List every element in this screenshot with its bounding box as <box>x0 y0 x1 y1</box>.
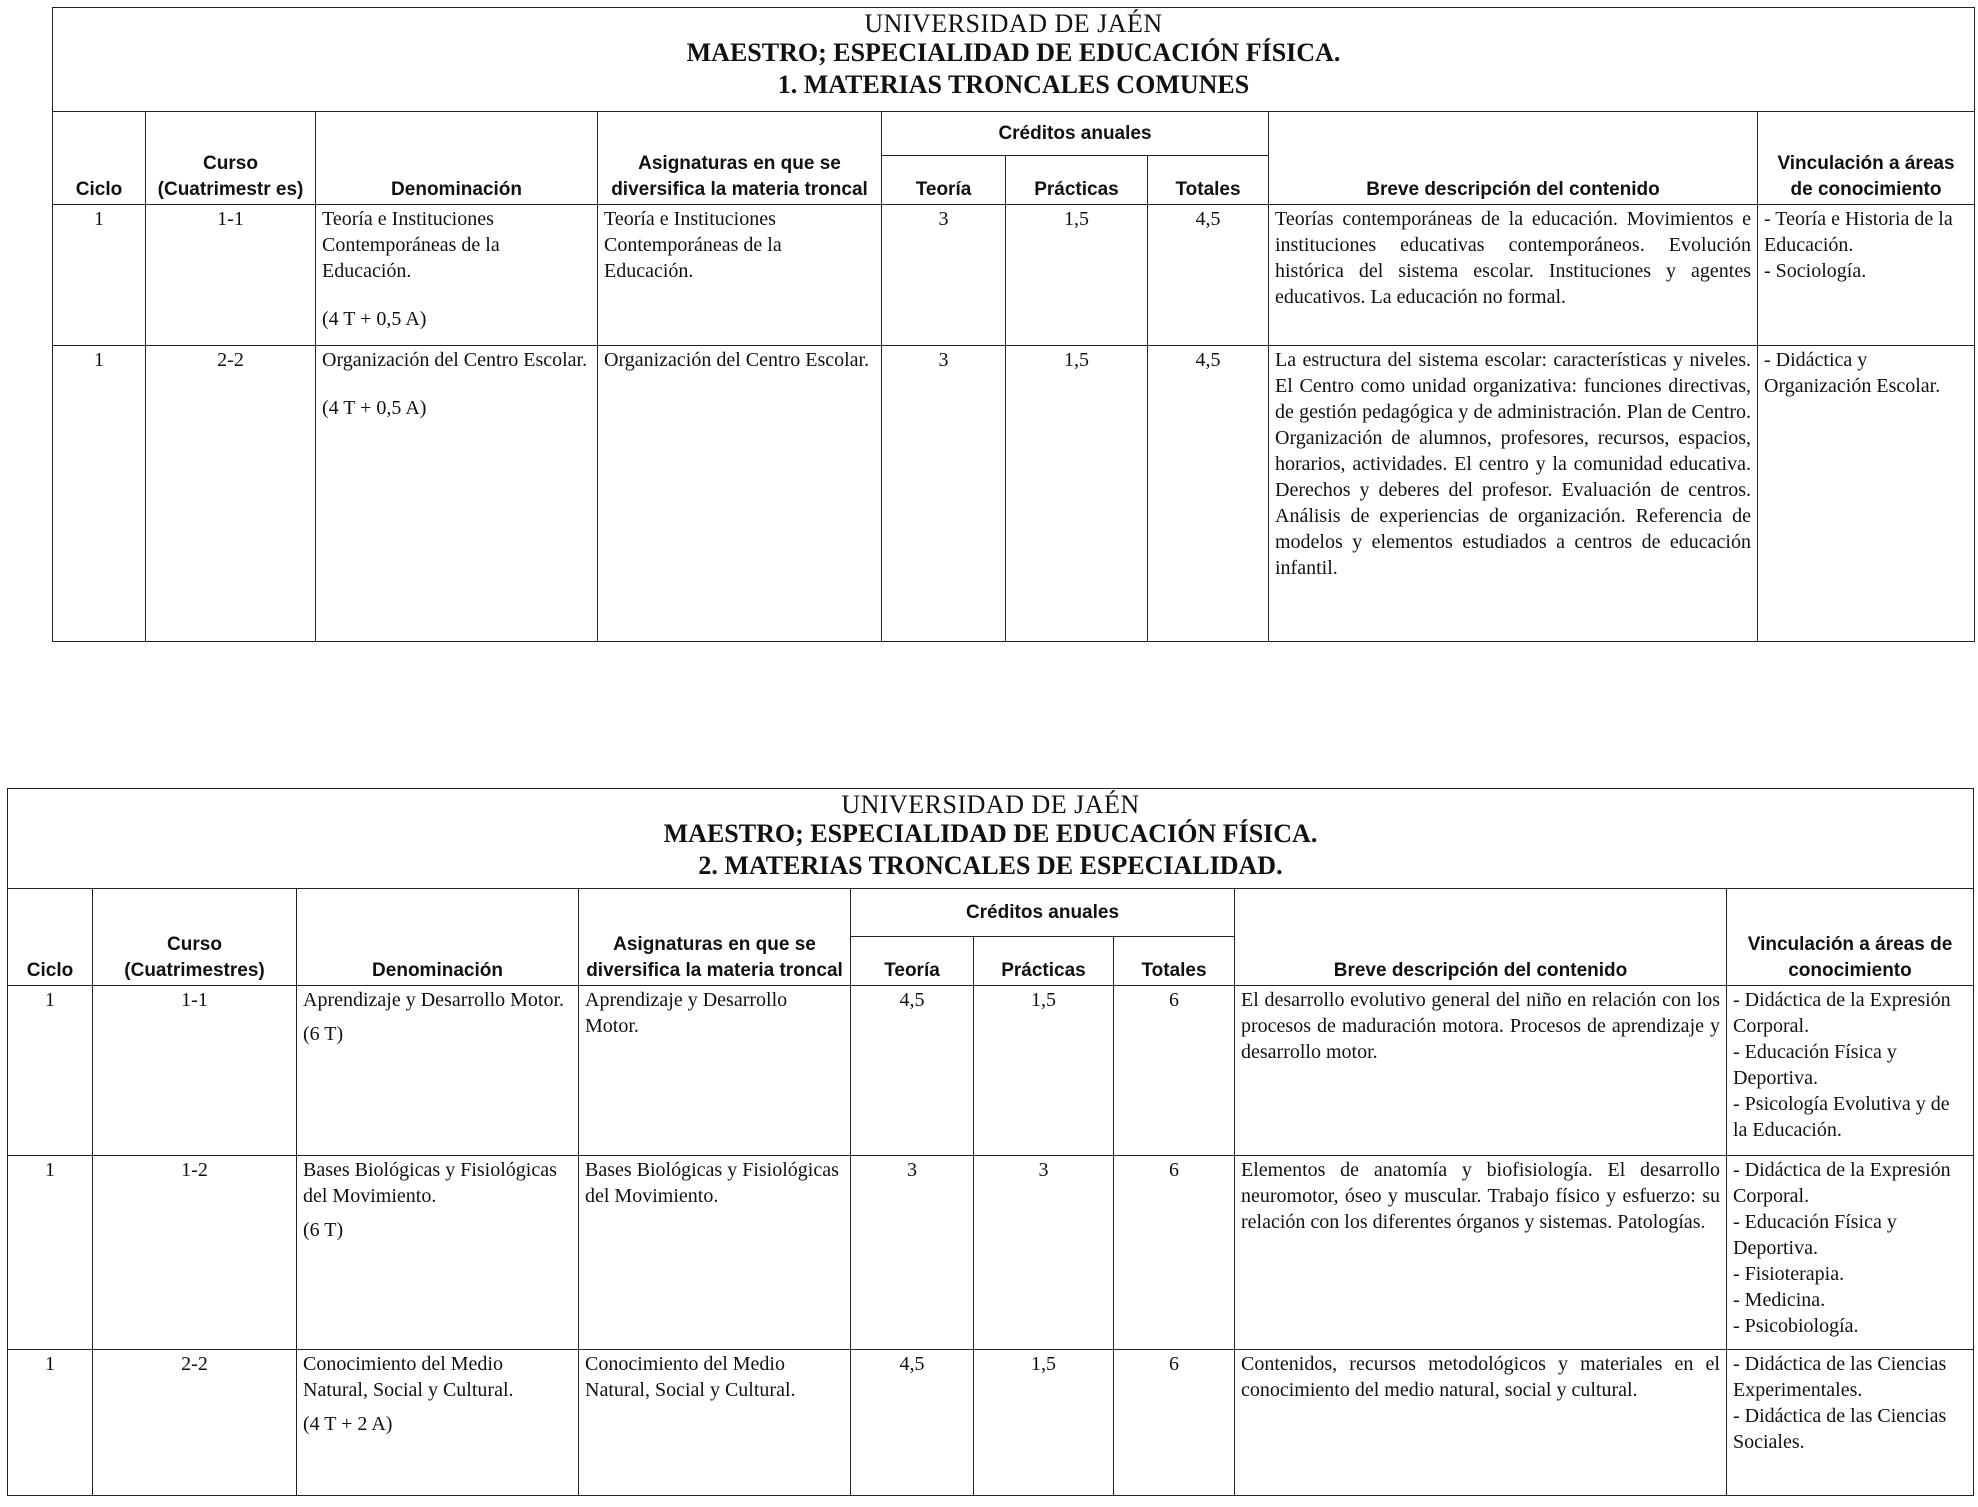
cell-totales: 4,5 <box>1148 205 1269 346</box>
cell-areas <box>1727 1156 1974 1350</box>
table-title-block <box>53 8 1975 112</box>
area-item: - Educación Física y Deportiva. <box>1733 1211 1897 1259</box>
area-item: - Educación Física y Deportiva. <box>1733 1041 1897 1089</box>
denominacion-text: Conocimiento del Medio Natural, Social y Cultural. <box>303 1353 514 1401</box>
section-title: 1. MATERIAS TRONCALES COMUNES <box>777 70 1250 99</box>
col-header-denominacion: Denominación <box>297 889 579 986</box>
area-item: - Didáctica y Organización Escolar. <box>1764 349 1941 397</box>
degree-title: MAESTRO; ESPECIALIDAD DE EDUCACIÓN FÍSICA. <box>663 819 1318 848</box>
denominacion-text: Bases Biológicas y Fisiológicas del Movimiento. <box>303 1159 557 1207</box>
cell-ciclo: 1 <box>8 1156 93 1350</box>
cell-teoria: 4,5 <box>851 986 974 1156</box>
col-header-totales: Totales <box>1148 156 1269 205</box>
area-item: - Didáctica de las Ciencias Sociales. <box>1733 1405 1947 1453</box>
table-row <box>8 1156 1974 1350</box>
col-header-asignaturas: Asignaturas en que se diversifica la materia troncal <box>598 112 882 205</box>
degree-title: MAESTRO; ESPECIALIDAD DE EDUCACIÓN FÍSICA. <box>686 38 1341 67</box>
cell-practicas: 1,5 <box>1006 205 1148 346</box>
credit-code: (4 T + 2 A) <box>303 1413 393 1435</box>
area-item: - Didáctica de la Expresión Corporal. <box>1733 1159 1951 1207</box>
credit-code: (4 T + 0,5 A) <box>322 397 427 419</box>
table-row <box>8 986 1974 1156</box>
cell-denominacion <box>316 205 598 346</box>
cell-curso: 2-2 <box>93 1350 297 1496</box>
col-header-curso: Curso (Cuatrimestr es) <box>146 112 316 205</box>
cell-asignatura: Aprendizaje y Desarrollo Motor. <box>579 986 851 1156</box>
cell-asignatura: Conocimiento del Medio Natural, Social y Cultural. <box>579 1350 851 1496</box>
cell-ciclo: 1 <box>8 986 93 1156</box>
cell-asignatura: Organización del Centro Escolar. <box>598 346 882 642</box>
col-header-totales: Totales <box>1114 937 1235 986</box>
col-header-teoria: Teoría <box>882 156 1006 205</box>
denominacion-text: Teoría e Instituciones Contemporáneas de la Educación. <box>322 208 500 282</box>
col-header-curso: Curso (Cuatrimestres) <box>93 889 297 986</box>
table-row <box>53 205 1975 346</box>
credit-code: (6 T) <box>303 1219 344 1241</box>
cell-areas <box>1727 1350 1974 1496</box>
cell-areas <box>1758 205 1975 346</box>
col-header-teoria: Teoría <box>851 937 974 986</box>
table-row <box>8 1350 1974 1496</box>
cell-totales: 6 <box>1114 1156 1235 1350</box>
area-item: - Fisioterapia. <box>1733 1263 1845 1285</box>
credit-code: (6 T) <box>303 1023 344 1045</box>
cell-teoria: 4,5 <box>851 1350 974 1496</box>
col-header-denominacion: Denominación <box>316 112 598 205</box>
cell-curso: 1-1 <box>93 986 297 1156</box>
table-materias-troncales-especialidad <box>7 788 1974 1496</box>
credit-code: (4 T + 0,5 A) <box>322 308 427 330</box>
cell-areas <box>1727 986 1974 1156</box>
table-title-block <box>8 789 1974 889</box>
col-header-creditos: Créditos anuales <box>851 889 1235 937</box>
col-header-creditos: Créditos anuales <box>882 112 1269 156</box>
area-item: - Psicología Evolutiva y de la Educación. <box>1733 1093 1950 1141</box>
col-header-vinculacion: Vinculación a áreas de conocimiento <box>1758 112 1975 205</box>
table-materias-troncales-comunes <box>52 7 1975 642</box>
col-header-descripcion: Breve descripción del contenido <box>1269 112 1758 205</box>
col-header-practicas: Prácticas <box>1006 156 1148 205</box>
cell-totales: 4,5 <box>1148 346 1269 642</box>
area-item: - Didáctica de las Ciencias Experimentales. <box>1733 1353 1947 1401</box>
table-row <box>53 346 1975 642</box>
cell-practicas: 1,5 <box>974 986 1114 1156</box>
col-header-ciclo: Ciclo <box>53 112 146 205</box>
cell-descripcion: El desarrollo evolutivo general del niño en relación con los procesos de maduración motora. Procesos de aprendizaje y desarrollo motor. <box>1235 986 1727 1156</box>
cell-totales: 6 <box>1114 1350 1235 1496</box>
cell-curso: 1-2 <box>93 1156 297 1350</box>
cell-totales: 6 <box>1114 986 1235 1156</box>
cell-descripcion: Elementos de anatomía y biofisiología. El desarrollo neuromotor, óseo y muscular. Trabajo físico y esfuerzo: su relación con los diferentes órganos y sistemas. Patologías. <box>1235 1156 1727 1350</box>
area-item: - Psicobiología. <box>1733 1315 1859 1337</box>
col-header-ciclo: Ciclo <box>8 889 93 986</box>
cell-descripcion: Contenidos, recursos metodológicos y materiales en el conocimiento del medio natural, social y cultural. <box>1235 1350 1727 1496</box>
cell-curso: 1-1 <box>146 205 316 346</box>
cell-denominacion <box>297 1156 579 1350</box>
cell-descripcion: La estructura del sistema escolar: características y niveles. El Centro como unidad organizativa: funciones directivas, de gestión pedagógica y de administración. Plan de Centro. Organización de alumnos, profesores, recursos, espacios, horarios, actividades. El centro y la comunidad educativa. Derechos y deberes del profesor. Evaluación de centros. Análisis de experiencias de organización. Referencia de modelos y elementos estudiados a centros de educación infantil. <box>1269 346 1758 642</box>
col-header-vinculacion: Vinculación a áreas de conocimiento <box>1727 889 1974 986</box>
cell-practicas: 1,5 <box>1006 346 1148 642</box>
cell-denominacion <box>316 346 598 642</box>
section-title: 2. MATERIAS TRONCALES DE ESPECIALIDAD. <box>698 851 1283 880</box>
denominacion-text: Organización del Centro Escolar. <box>322 349 588 371</box>
area-item: - Sociología. <box>1764 260 1867 282</box>
cell-descripcion: Teorías contemporáneas de la educación. Movimientos e instituciones educativas contemporáneos. Evolución histórica del sistema escolar. Instituciones y agentes educativos. La educación no formal. <box>1269 205 1758 346</box>
cell-denominacion <box>297 1350 579 1496</box>
cell-areas <box>1758 346 1975 642</box>
cell-teoria: 3 <box>882 346 1006 642</box>
cell-curso: 2-2 <box>146 346 316 642</box>
col-header-asignaturas: Asignaturas en que se diversifica la materia troncal <box>579 889 851 986</box>
col-header-practicas: Prácticas <box>974 937 1114 986</box>
area-item: - Teoría e Historia de la Educación. <box>1764 208 1953 256</box>
cell-practicas: 3 <box>974 1156 1114 1350</box>
cell-ciclo: 1 <box>8 1350 93 1496</box>
cell-teoria: 3 <box>882 205 1006 346</box>
cell-asignatura: Bases Biológicas y Fisiológicas del Movimiento. <box>579 1156 851 1350</box>
area-item: - Didáctica de la Expresión Corporal. <box>1733 989 1951 1037</box>
cell-practicas: 1,5 <box>974 1350 1114 1496</box>
cell-ciclo: 1 <box>53 205 146 346</box>
area-item: - Medicina. <box>1733 1289 1826 1311</box>
university-name: UNIVERSIDAD DE JAÉN <box>841 790 1140 819</box>
col-header-descripcion: Breve descripción del contenido <box>1235 889 1727 986</box>
cell-teoria: 3 <box>851 1156 974 1350</box>
denominacion-text: Aprendizaje y Desarrollo Motor. <box>303 989 565 1011</box>
cell-denominacion <box>297 986 579 1156</box>
university-name: UNIVERSIDAD DE JAÉN <box>864 9 1163 38</box>
cell-asignatura: Teoría e Instituciones Contemporáneas de la Educación. <box>598 205 882 346</box>
cell-ciclo: 1 <box>53 346 146 642</box>
